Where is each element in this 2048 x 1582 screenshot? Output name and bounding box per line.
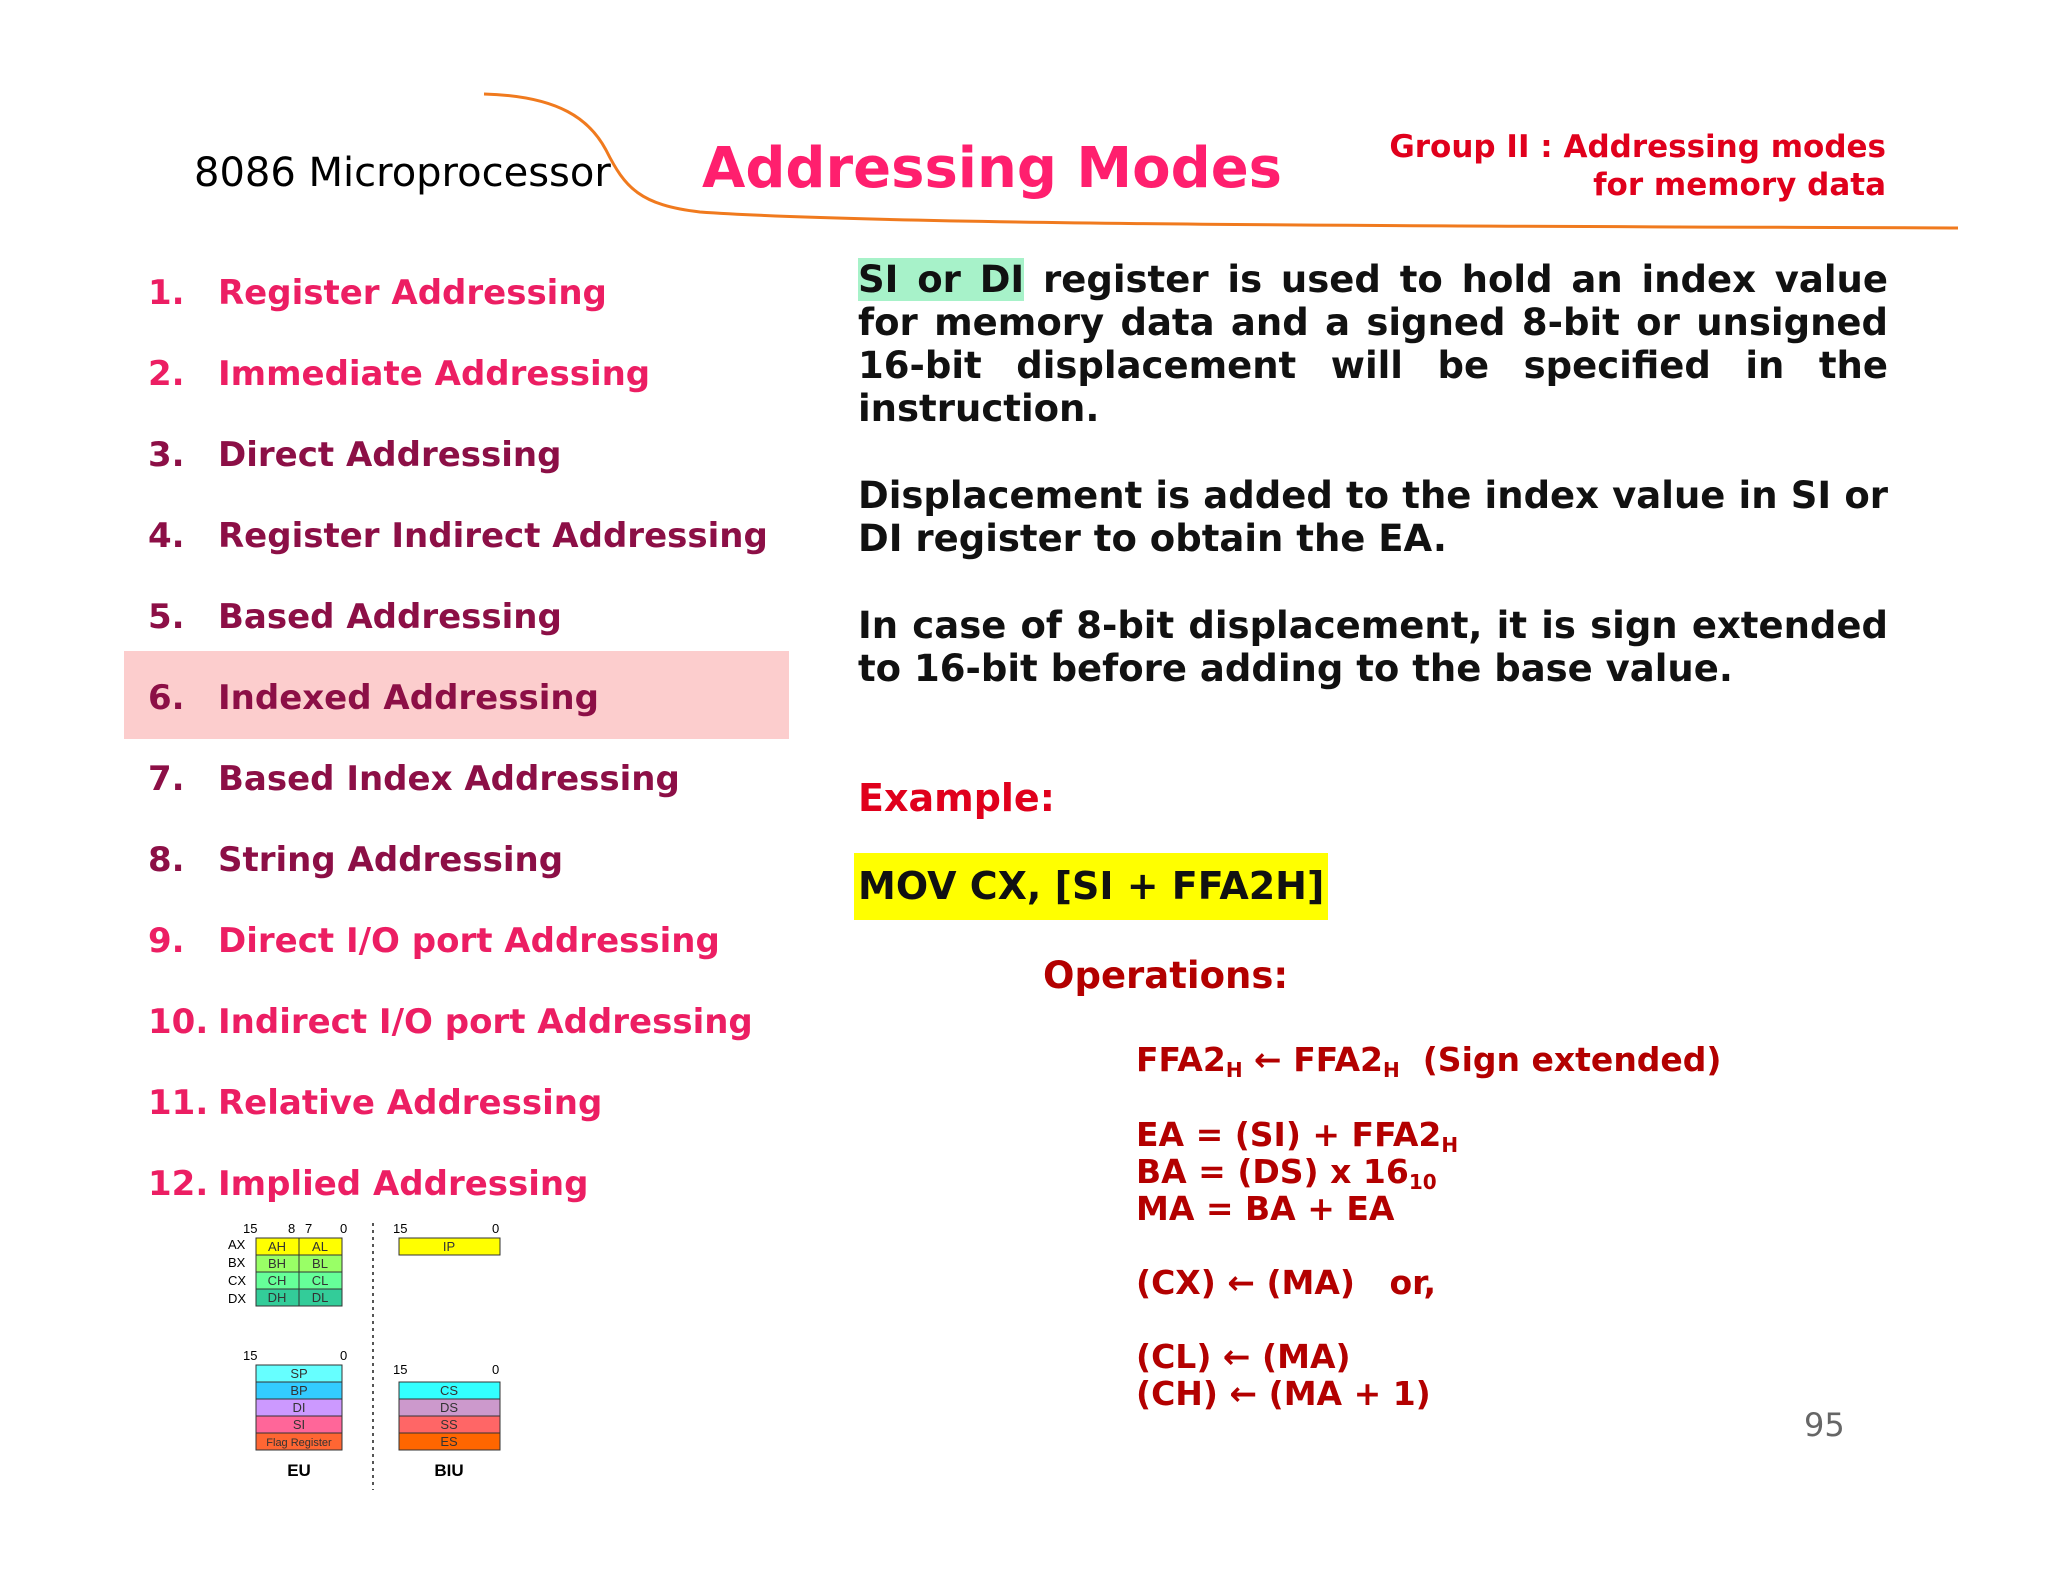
topic-item: 2. Immediate Addressing <box>148 354 651 394</box>
svg-text:DL: DL <box>311 1290 329 1305</box>
highlight-si-di: SI or DI <box>858 258 1025 301</box>
group-subtitle <box>1389 128 1886 204</box>
topic-list <box>148 268 788 1240</box>
topic-label: Based Addressing <box>218 597 562 637</box>
bit-label: 0 <box>340 1221 348 1236</box>
ds-register: DS <box>439 1400 459 1415</box>
bit-label: 0 <box>340 1348 348 1363</box>
topic-label: Immediate Addressing <box>218 354 651 394</box>
bit-label: 15 <box>243 1221 258 1236</box>
operation-line: MA = BA + EA <box>1136 1189 1395 1228</box>
topic-item: 10. Indirect I/O port Addressing <box>148 1002 753 1042</box>
topic-item: 3. Direct Addressing <box>148 435 562 475</box>
topic-label: Register Addressing <box>218 273 607 313</box>
cs-register: CS <box>439 1383 459 1398</box>
svg-text:AH: AH <box>267 1239 287 1254</box>
paragraph-1: SI or DI register is used to hold an index value for memory data and a signed 8-bit or unsigned 16-bit displacement will be specified in the instruction. <box>858 258 1888 430</box>
svg-text:AL: AL <box>312 1239 328 1254</box>
svg-text:CL: CL <box>311 1273 329 1288</box>
operation-line: (CH) ← (MA + 1) <box>1136 1374 1431 1413</box>
header-decoration <box>0 0 2048 240</box>
gp-register-name: AX <box>228 1237 246 1252</box>
topic-label: Register Indirect Addressing <box>218 516 768 556</box>
bit-label: 15 <box>393 1221 408 1236</box>
svg-text:BH: BH <box>267 1256 287 1271</box>
paragraph-2: Displacement is added to the index value in SI or DI register to obtain the EA. <box>858 474 1888 560</box>
topic-label: Implied Addressing <box>218 1164 589 1204</box>
biu-label: BIU <box>434 1461 464 1480</box>
di-register: DI <box>292 1400 306 1415</box>
operations-label: Operations: <box>1043 954 1289 997</box>
gp-register-name: CX <box>228 1273 247 1288</box>
operation-line: (CL) ← (MA) <box>1136 1337 1351 1376</box>
gp-bit-labels <box>243 1221 347 1236</box>
course-title: 8086 Microprocessor <box>194 150 611 196</box>
topic-label: Direct I/O port Addressing <box>218 921 720 961</box>
operation-line: $FFA2_H$ ← $FFA2_H$ (Sign extended) <box>1136 1040 1722 1082</box>
eu-label: EU <box>287 1461 311 1480</box>
topic-item-active: 6. Indexed Addressing <box>148 678 599 718</box>
topic-item: 5. Based Addressing <box>148 597 562 637</box>
flag-register: Flag Register <box>266 1437 332 1449</box>
si-register: SI <box>292 1417 306 1432</box>
topic-item: 4. Register Indirect Addressing <box>148 516 768 556</box>
topic-label: String Addressing <box>218 840 564 880</box>
operation-line: EA = $(SI) + FFA2_H$ <box>1136 1115 1459 1157</box>
topic-label: Indexed Addressing <box>218 678 599 718</box>
paragraph-3: In case of 8-bit displacement, it is sign extended to 16-bit before adding to the base value. <box>858 604 1888 690</box>
bit-label: 7 <box>305 1221 313 1236</box>
topic-item: 7. Based Index Addressing <box>148 759 680 799</box>
bit-label: 15 <box>243 1348 258 1363</box>
register-diagram <box>220 1218 520 1490</box>
topic-label: Indirect I/O port Addressing <box>218 1002 753 1042</box>
topic-item: 11. Relative Addressing <box>148 1083 603 1123</box>
page-number: 95 <box>1804 1406 1845 1444</box>
operation-line: BA = (DS) x $16_{10}$ <box>1136 1152 1437 1194</box>
svg-text:BL: BL <box>312 1256 328 1271</box>
sp-register: SP <box>290 1366 308 1381</box>
bit-label: 15 <box>393 1362 408 1377</box>
example-label: Example: <box>858 776 1055 820</box>
group-line-2: for memory data <box>1593 167 1886 203</box>
bit-label: 0 <box>492 1362 500 1377</box>
example-instruction: MOV CX, [SI + FFA2H] <box>854 853 1328 920</box>
bit-label: 8 <box>288 1221 296 1236</box>
svg-text:CH: CH <box>267 1273 287 1288</box>
topic-label: Direct Addressing <box>218 435 562 475</box>
bit-label: 0 <box>492 1221 500 1236</box>
topic-label: Based Index Addressing <box>218 759 680 799</box>
bp-register: BP <box>290 1383 308 1398</box>
content-body <box>858 258 1888 734</box>
gp-register-name: BX <box>228 1255 246 1270</box>
svg-text:DH: DH <box>267 1290 287 1305</box>
ip-register: IP <box>442 1239 456 1254</box>
topic-item: 9. Direct I/O port Addressing <box>148 921 720 961</box>
topic-item: 8. String Addressing <box>148 840 564 880</box>
topic-item: 1. Register Addressing <box>148 273 607 313</box>
group-line-1: Group II : Addressing modes <box>1389 129 1886 165</box>
ss-register: SS <box>440 1417 458 1432</box>
topic-label: Relative Addressing <box>218 1083 603 1123</box>
es-register: ES <box>440 1434 458 1449</box>
gp-register-name: DX <box>228 1291 247 1306</box>
operation-line: (CX) ← (MA) or, <box>1136 1263 1437 1302</box>
slide-title: Addressing Modes <box>702 136 1283 201</box>
topic-item: 12. Implied Addressing <box>148 1164 589 1204</box>
